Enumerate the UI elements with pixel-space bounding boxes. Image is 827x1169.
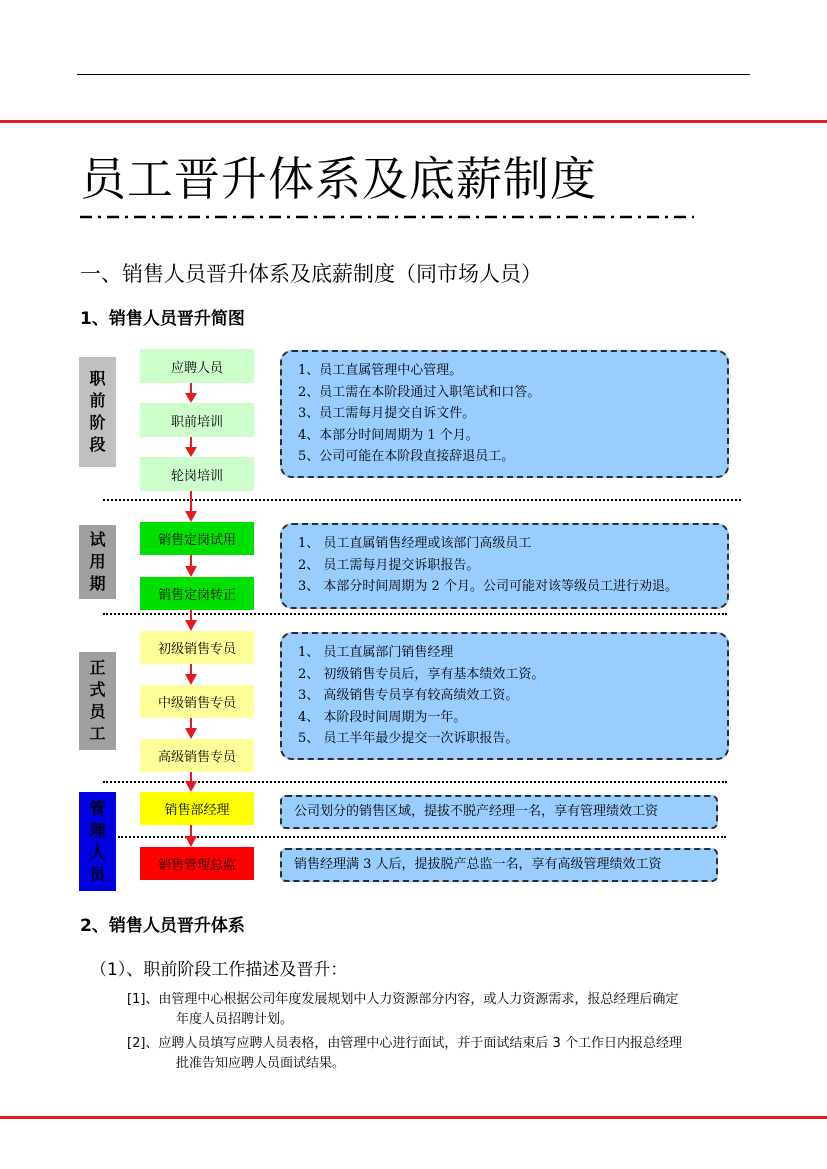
- flow-box-sales-director: 销售管理总监: [140, 847, 254, 880]
- note-pre-stage: 1、员工直属管理中心管理。 2、员工需在本阶段通过入职笔试和口答。 3、员工需每月提交自诉文件。 4、本部分时间周期为 1 个月。 5、公司可能在本阶段直接辞退员工。: [280, 350, 729, 478]
- arrow-down-icon: [184, 491, 198, 522]
- arrow-down-icon: [184, 383, 198, 403]
- flow-box-sales-manager: 销售部经理: [140, 792, 254, 825]
- paragraph-1: [1]、由管理中心根据公司年度发展规划中人力资源部分内容，或人力资源需求，报总经理后确定 年度人员招聘计划。: [127, 992, 679, 1027]
- page-title: 员工晋升体系及底薪制度: [80, 152, 597, 206]
- arrow-down-icon: [184, 718, 198, 739]
- separator-pre-trial: [103, 499, 741, 501]
- title-dash-rule: [80, 214, 694, 220]
- header-red-rule: [0, 120, 827, 123]
- sub-heading-1: 1、销售人员晋升简图: [80, 309, 245, 329]
- note-director: 销售经理满 3 人后，提拔脱产总监一名，享有高级管理绩效工资: [280, 848, 718, 882]
- section-heading-1: 一、销售人员晋升体系及底薪制度（同市场人员）: [80, 262, 542, 286]
- stage-label-pre: 职 前 阶 段: [79, 357, 116, 467]
- footer-red-rule: [0, 1116, 827, 1119]
- header-rule: [77, 74, 750, 75]
- sub-heading-2: 2、销售人员晋升体系: [80, 916, 245, 936]
- stage-label-trial: 试 用 期: [79, 525, 116, 599]
- arrow-down-icon: [184, 772, 198, 792]
- flow-box-sales-trial: 销售定岗试用: [140, 522, 254, 555]
- sub-heading-3: （1）、职前阶段工作描述及晋升：: [90, 960, 348, 980]
- flow-box-junior-sales: 初级销售专员: [140, 631, 254, 664]
- flow-box-rotation-training: 轮岗培训: [140, 457, 254, 491]
- separator-manager-director: [118, 836, 726, 838]
- note-formal-stage: 1、 员工直属部门销售经理 2、 初级销售专员后，享有基本绩效工资。 3、 高级销售专员享有较高绩效工资。 4、 本阶段时间周期为一年。 5、 员工半年最少提交一次诉职报告。: [280, 632, 729, 760]
- stage-label-formal: 正 式 员 工: [79, 652, 116, 750]
- arrow-down-icon: [184, 664, 198, 685]
- arrow-down-icon: [184, 825, 198, 847]
- paragraph-2: [2]、应聘人员填写应聘人员表格，由管理中心进行面试，并于面试结束后 3 个工作日内报总经理 批准告知应聘人员面试结果。: [127, 1036, 682, 1071]
- stage-label-manager: 管 理 人 员: [79, 792, 116, 891]
- note-manager: 公司划分的销售区域，提拔不脱产经理一名，享有管理绩效工资: [280, 795, 718, 829]
- flow-box-applicant: 应聘人员: [140, 349, 254, 383]
- arrow-down-icon: [184, 437, 198, 457]
- flow-box-mid-sales: 中级销售专员: [140, 685, 254, 718]
- flow-box-sales-confirmed: 销售定岗转正: [140, 577, 254, 610]
- note-trial-stage: 1、 员工直属销售经理或该部门高级员工 2、 员工需每月提交诉职报告。 3、 本部分时间周期为 2 个月。公司可能对该等级员工进行劝退。: [280, 523, 729, 609]
- flow-box-senior-sales: 高级销售专员: [140, 739, 254, 772]
- arrow-down-icon: [184, 610, 198, 631]
- flow-box-pre-training: 职前培训: [140, 403, 254, 437]
- arrow-down-icon: [184, 555, 198, 577]
